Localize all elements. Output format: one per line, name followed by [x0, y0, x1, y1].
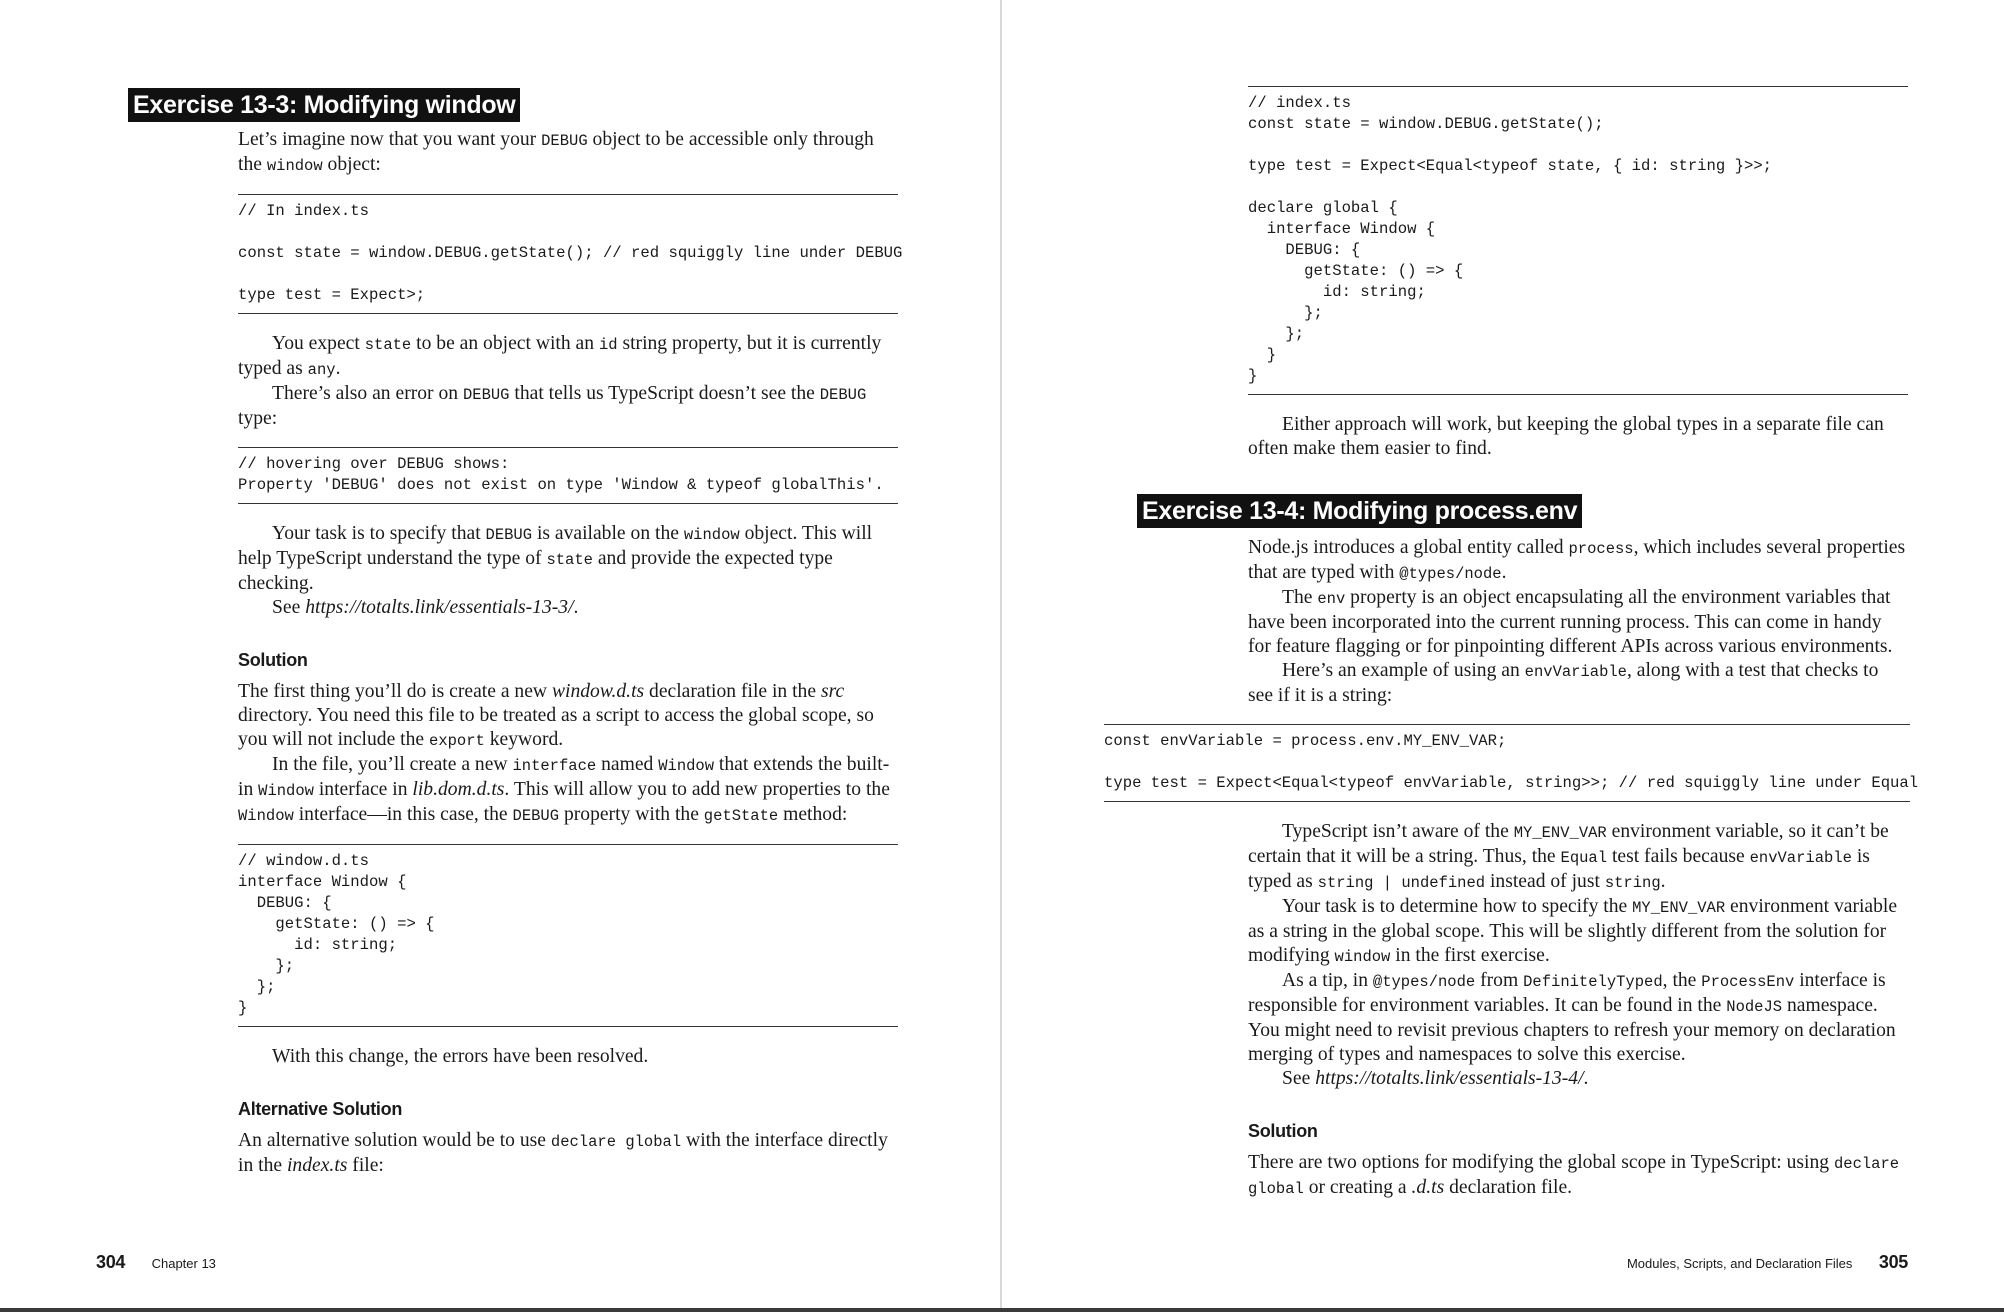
text-run: , along with a test that checks to see if it is a string:: [1248, 660, 1879, 706]
inline-code: MY_ENV_VAR: [1632, 899, 1726, 917]
text-run: environment variable as a string in the global scope. This will be slightly different from the solution for modifying: [1248, 896, 1898, 966]
text-run: There are two options for modifying the global scope in TypeScript: using: [1248, 1152, 1834, 1173]
text-run: Node.js introduces a global entity called: [1248, 537, 1569, 558]
right-page-body: [1104, 536, 1919, 1201]
text-run: See: [272, 597, 306, 618]
text-run: that extends the built-in: [238, 754, 890, 800]
right-folio: [1627, 1252, 1908, 1273]
italic-text: index.ts: [286, 1155, 348, 1176]
inline-code: id: [598, 336, 618, 354]
italic-text: https://totalts.link/essentials-13-3/: [305, 597, 574, 618]
text-run: , which includes several properties that are typed with: [1248, 537, 1906, 583]
text-run: Your task is to specify that: [272, 523, 486, 544]
resolved-paragraph: [238, 1045, 898, 1069]
bottom-edge: [0, 1308, 2004, 1312]
text-run: test fails because: [1607, 846, 1750, 867]
solution-paragraph-1: [238, 680, 898, 753]
inline-code: env: [1317, 590, 1346, 608]
see-link-paragraph: [238, 596, 898, 620]
text-run: The: [1282, 587, 1318, 608]
text-run: .: [573, 597, 579, 618]
text-run: object to be accessible only through the: [238, 129, 874, 175]
text-run: .: [1583, 1068, 1589, 1089]
inline-code: DefinitelyTyped: [1523, 973, 1663, 991]
text-run: Your task is to determine how to specify the: [1282, 896, 1633, 917]
italic-text: window.d.ts: [551, 681, 645, 702]
example-paragraph: [1248, 659, 1908, 708]
code-block-env-variable: const envVariable = process.env.MY_ENV_VAR; type test = Expect<Equal<typeof envVariable, string>>; // red squiggly line under Equal: [1104, 724, 1910, 802]
alternative-solution-heading: Alternative Solution: [238, 1099, 403, 1119]
text-run: Let’s imagine now that you want your: [238, 129, 542, 150]
text-run: that tells us TypeScript doesn’t see the: [509, 383, 820, 404]
text-run: with the interface directly in the: [238, 1130, 888, 1176]
intro-paragraph: [238, 128, 898, 178]
unaware-paragraph: [1248, 820, 1908, 895]
italic-text: https://totalts.link/essentials-13-4/: [1315, 1068, 1584, 1089]
solution-heading: Solution: [1248, 1121, 1318, 1141]
text-run: from: [1475, 970, 1524, 991]
code-block-hover-error: // hovering over DEBUG shows: Property 'DEBUG' does not exist on type 'Window & typeof globalThis'.: [238, 447, 898, 504]
inline-code: DEBUG: [541, 132, 588, 150]
solution-paragraph-2: [238, 753, 898, 828]
inline-code: NodeJS: [1726, 998, 1783, 1016]
inline-code: process: [1568, 540, 1634, 558]
env-paragraph: [1248, 586, 1908, 659]
state-type-paragraph: [238, 332, 898, 382]
text-run: property with the: [559, 804, 704, 825]
node-paragraph: [1248, 536, 1908, 586]
inline-code: window: [683, 526, 740, 544]
text-run: interface—in this case, the: [293, 804, 513, 825]
text-run: environment variable, so it can’t be certain that it will be a string. Thus, the: [1248, 821, 1889, 867]
text-run: object. This will help TypeScript understand the type of: [238, 523, 873, 569]
inline-code: Window: [238, 807, 294, 825]
text-run: See: [1282, 1068, 1316, 1089]
inline-code: envVariable: [1749, 849, 1852, 867]
left-folio: [96, 1252, 216, 1273]
text-run: declaration file in the: [644, 681, 821, 702]
text-run: string property, but it is currently typed as: [238, 333, 882, 379]
inline-code: string: [1604, 874, 1661, 892]
text-run: . This will allow you to add new properties to the: [504, 779, 890, 800]
inline-code: DEBUG: [485, 526, 533, 544]
inline-code: envVariable: [1524, 663, 1627, 681]
text-run: keyword.: [484, 729, 564, 750]
text-run: Here’s an example of using an: [1282, 660, 1525, 681]
right-page: [1002, 0, 2004, 1312]
text-run: The first thing you’ll do is create a new: [238, 681, 552, 702]
text-run: file:: [347, 1155, 384, 1176]
text-run: In the file, you’ll create a new: [272, 754, 513, 775]
text-run: declaration file.: [1444, 1177, 1573, 1198]
page-number: 304: [96, 1252, 126, 1272]
text-run: .: [1501, 562, 1507, 583]
code-block-window-d-ts: // window.d.ts interface Window { DEBUG: { getState: () => { id: string; }; }; }: [238, 844, 898, 1027]
see-link-paragraph: [1248, 1067, 1908, 1091]
inline-code: @types/node: [1372, 973, 1476, 991]
text-run: An alternative solution would be to use: [238, 1130, 551, 1151]
text-run: .: [335, 358, 341, 379]
text-run: is available on the: [532, 523, 684, 544]
text-run: .: [1660, 871, 1666, 892]
text-run: interface in: [313, 779, 413, 800]
code-block-index-ts: // In index.ts const state = window.DEBUG.getState(); // red squiggly line under DEBUG type test = Expect>;: [238, 194, 898, 314]
inline-code: Window: [658, 757, 715, 775]
text-run: type:: [238, 408, 278, 429]
italic-text: lib.dom.d.ts: [412, 779, 505, 800]
text-run: or creating a: [1303, 1177, 1412, 1198]
text-run: directory. You need this file to be treated as a script to access the global scope, so you will not include the: [238, 705, 874, 750]
task-paragraph: [238, 522, 898, 596]
text-run: method:: [778, 804, 848, 825]
exercise-13-4-heading: Exercise 13-4: Modifying process.env: [1137, 494, 1582, 528]
inline-code: any: [307, 361, 336, 379]
italic-text: src: [820, 681, 845, 702]
text-run: to be an object with an: [411, 333, 599, 354]
inline-code: DEBUG: [819, 386, 867, 404]
code-block-declare-global: // index.ts const state = window.DEBUG.getState(); type test = Expect<Equal<typeof state, { id: string }>>; declare global { interface Window { DEBUG: { getState: () => { id: string; }; }; } }: [1248, 86, 1908, 395]
inline-code: state: [364, 336, 412, 354]
text-run: TypeScript isn’t aware of the: [1282, 821, 1514, 842]
text-run: Either approach will work, but keeping the global types in a separate file can often make them easier to find.: [1248, 414, 1884, 459]
inline-code: interface: [512, 757, 597, 775]
text-run: object:: [322, 154, 381, 175]
text-run: There’s also an error on: [272, 383, 463, 404]
text-run: With this change, the errors have been resolved.: [272, 1046, 649, 1067]
inline-code: export: [429, 732, 485, 750]
text-run: in the first exercise.: [1390, 945, 1550, 966]
inline-code: ProcessEnv: [1701, 973, 1795, 991]
text-run: property is an object encapsulating all the environment variables that have been incorporated into the current running process. This can come in handy for feature flagging or for pinpointing different APIs across various environments.: [1248, 587, 1893, 657]
debug-error-paragraph: [238, 382, 898, 431]
solution-heading: Solution: [238, 650, 308, 670]
inline-code: Window: [258, 782, 314, 800]
left-page-body: [238, 128, 903, 1178]
task-paragraph: [1248, 895, 1908, 969]
inline-code: MY_ENV_VAR: [1513, 824, 1607, 842]
exercise-13-3-heading: Exercise 13-3: Modifying window: [128, 88, 520, 122]
solution-paragraph: [1248, 1151, 1908, 1201]
inline-code: window: [266, 157, 323, 175]
inline-code: Equal: [1560, 849, 1608, 867]
page-number: 305: [1878, 1252, 1908, 1272]
left-page: [0, 0, 1000, 1312]
inline-code: declare global: [550, 1133, 682, 1151]
inline-code: DEBUG: [512, 807, 560, 825]
inline-code: DEBUG: [462, 386, 510, 404]
text-run: interface is responsible for environment variables. It can be found in the: [1248, 970, 1886, 1016]
inline-code: state: [546, 551, 593, 569]
text-run: named: [596, 754, 659, 775]
tip-paragraph: [1248, 969, 1908, 1067]
inline-code: @types/node: [1399, 565, 1502, 583]
either-approach-paragraph: [1248, 413, 1908, 461]
text-run: namespace. You might need to revisit previous chapters to refresh your memory on declaration merging of types and namespaces to solve this exercise.: [1248, 995, 1896, 1065]
chapter-title-label: Modules, Scripts, and Declaration Files: [1626, 1256, 1853, 1271]
text-run: , the: [1662, 970, 1702, 991]
chapter-label: Chapter 13: [151, 1256, 216, 1271]
alternative-paragraph: [238, 1129, 898, 1178]
right-page-top-body: [1248, 86, 1908, 461]
inline-code: declare global: [1248, 1155, 1900, 1198]
text-run: is typed as: [1248, 846, 1870, 892]
text-run: You expect: [272, 333, 365, 354]
text-run: instead of just: [1485, 871, 1605, 892]
inline-code: window: [1334, 948, 1391, 966]
inline-code: getState: [703, 807, 779, 825]
text-run: and provide the expected type checking.: [238, 548, 833, 594]
italic-text: .d.ts: [1411, 1177, 1445, 1198]
inline-code: string | undefined: [1317, 874, 1486, 892]
text-run: As a tip, in: [1282, 970, 1373, 991]
